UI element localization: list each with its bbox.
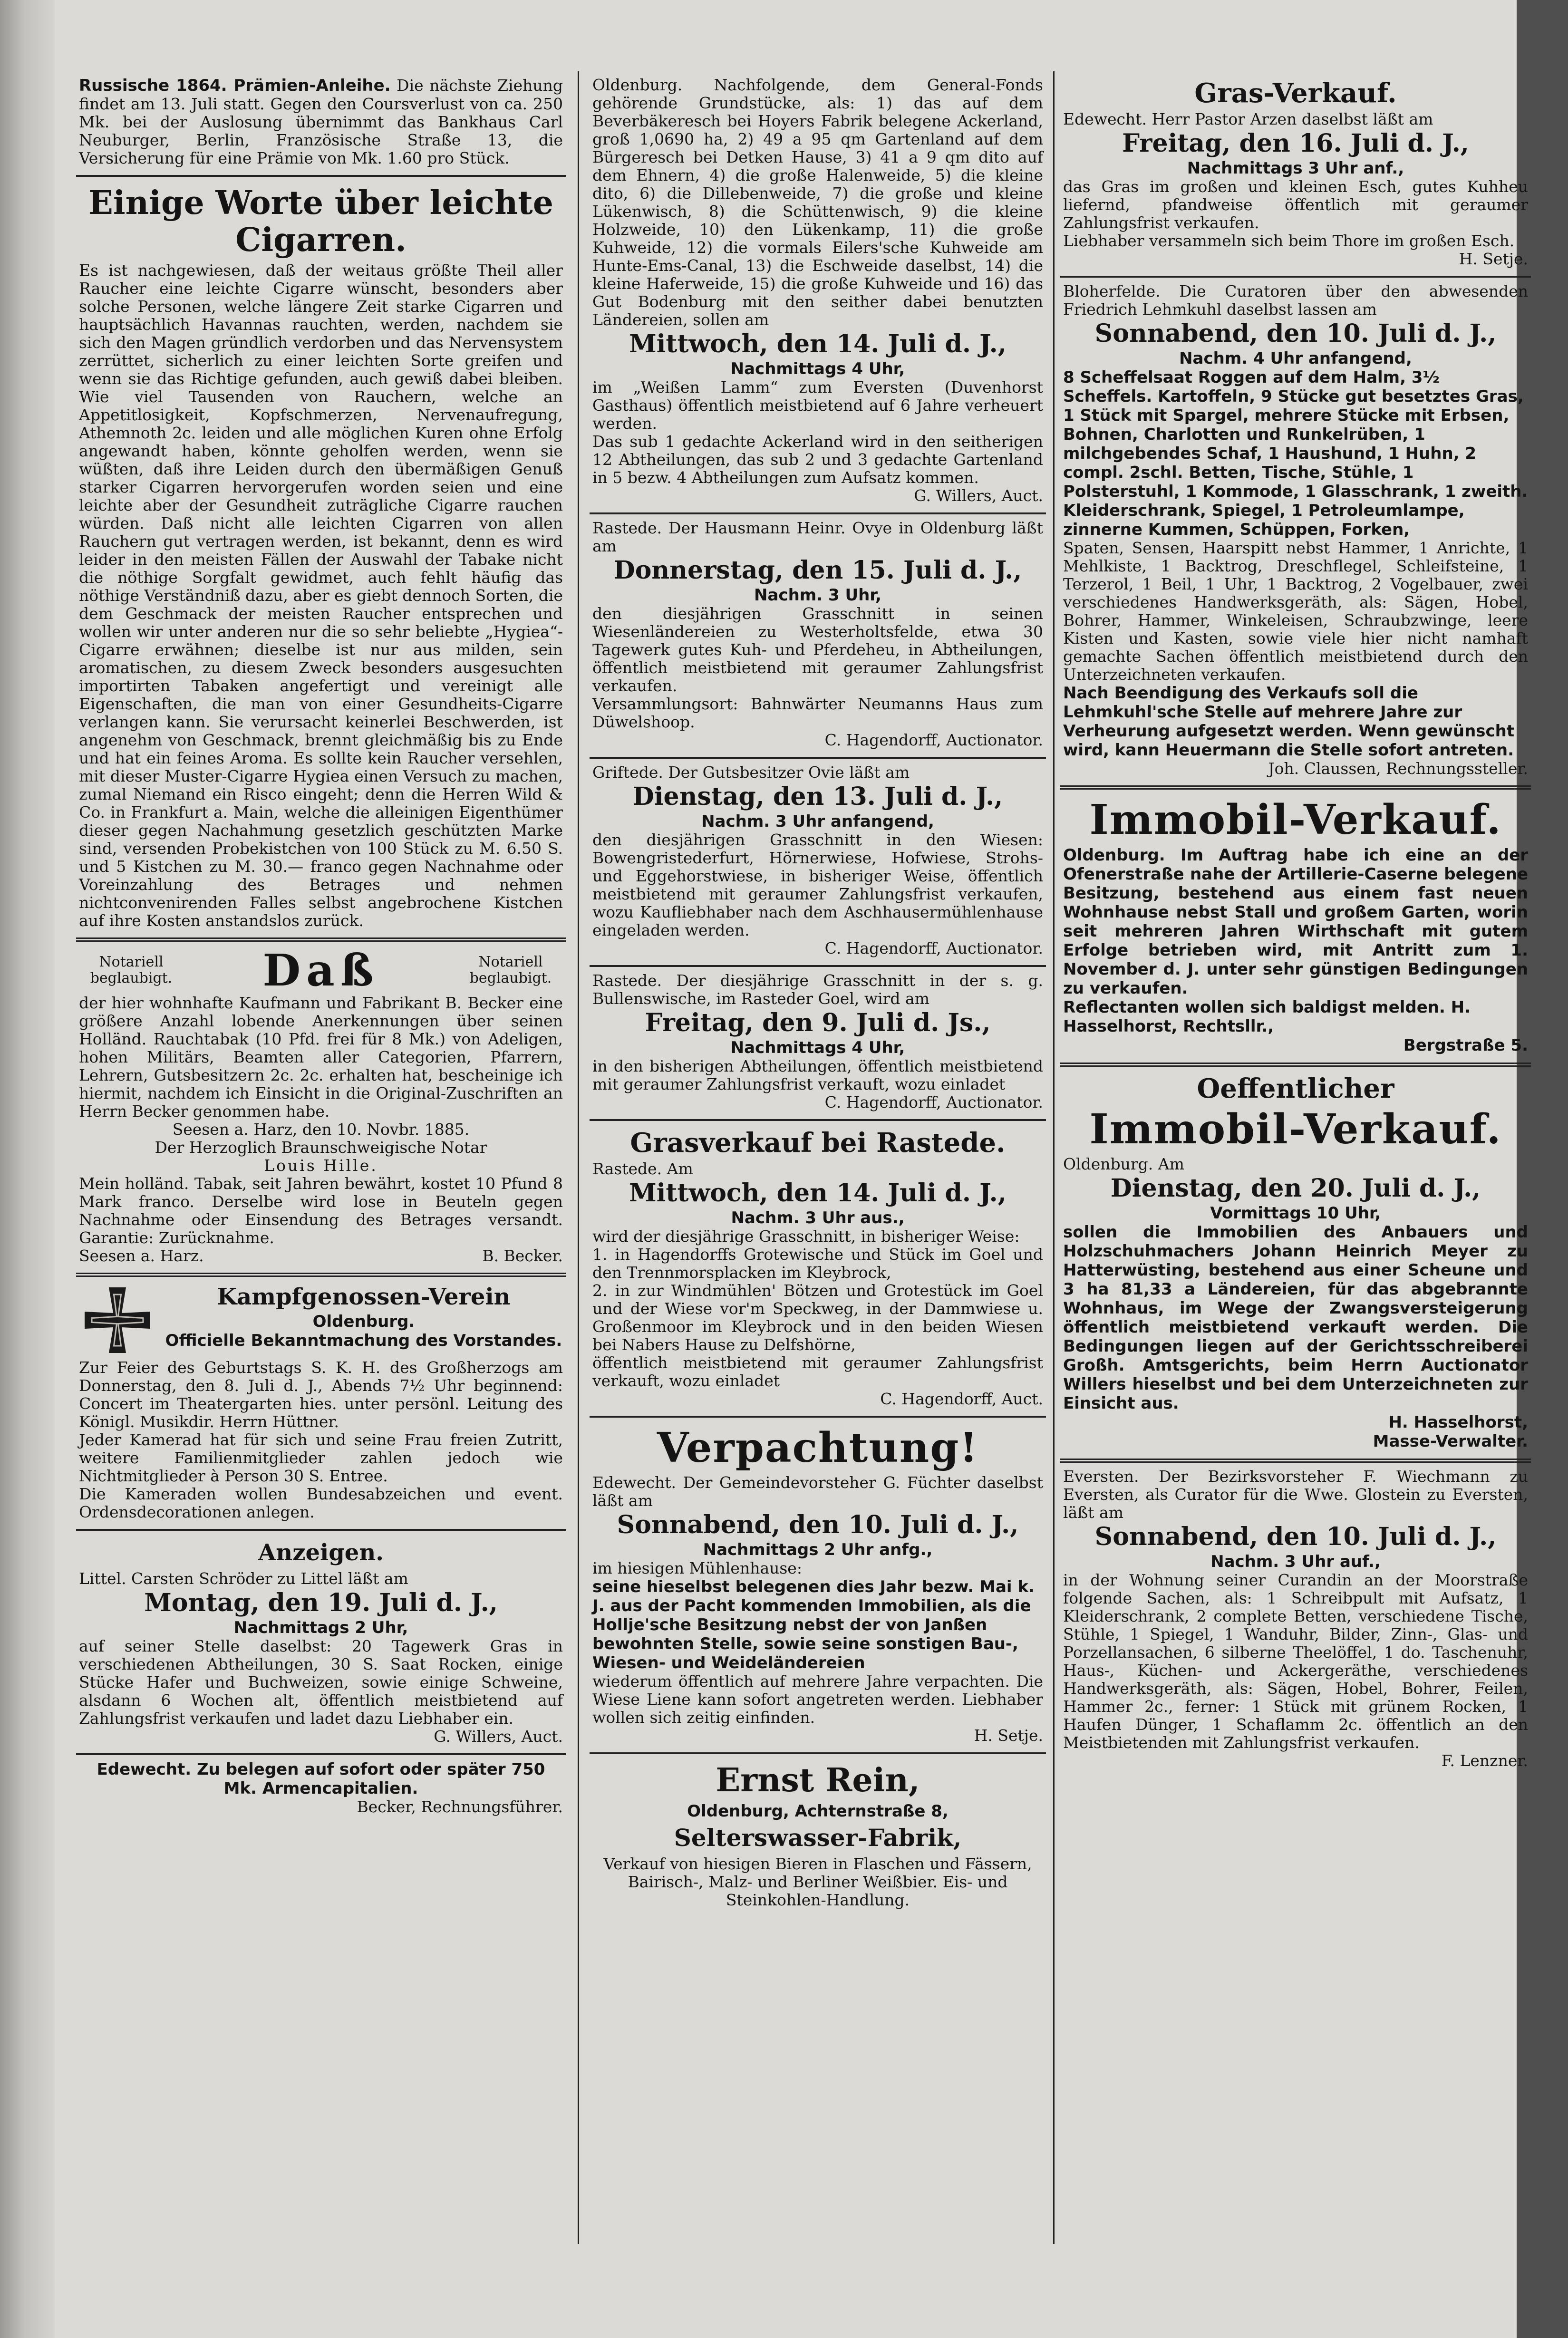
ad-time: Nachm. 3 Uhr anfangend, (701, 812, 934, 831)
ad-cigars (76, 177, 566, 942)
ad-time: Vormittags 10 Uhr, (1210, 1204, 1381, 1223)
ad-body: der hier wohnhafte Kaufmann und Fabrikant B. Becker eine größere Anzahl lobende Anerkennungen über seinen Holländ. Rauchtabak (10 Pfd. frei für 8 Mk.) von Adeligen, hohen Militärs, Beamten aller Categorien, Pfarrern, Lehrern, Gutsbesitzern 2c. 2c. erhalten hat, bescheinige ich hiermit, nachdem ich Einsicht in die Original-Zuschriften an Herrn Becker genommen habe. (79, 994, 563, 1121)
ad-eversten (1060, 1463, 1531, 1778)
ad-signature: B. Becker. (482, 1246, 563, 1265)
ad-signature: Joh. Claussen, Rechnungssteller. (1268, 759, 1528, 778)
ad-date: Freitag, den 16. Juli d. J., (1122, 129, 1469, 158)
ad-signature: F. Lenzner. (1441, 1751, 1528, 1770)
ad-time: Nachmittags 3 Uhr anf., (1187, 159, 1404, 178)
ad-intro: Edewecht. Der Gemeindevorsteher G. Füchter daselbst läßt am (592, 1473, 1043, 1510)
ad-veterans-association (76, 1277, 566, 1531)
ad-list-item: 1. in Hagendorffs Grotewische und Stück im Goel und den Trennmorsplacken im Kleybrock, (592, 1245, 1043, 1282)
ad-signature: C. Hagendorff, Auctionator. (824, 731, 1043, 749)
ad-signature: Becker, Rechnungsführer. (357, 1797, 563, 1816)
ad-body: Zur Feier des Geburtstags S. K. H. des Großherzogs am Donnerstag, den 8. Juli d. J., Abends 7½ Uhr beginnend: Concert im Theatergarten hies. unter persönl. Leitung des Königl. Musikdir. Herrn Hüttner. (79, 1358, 563, 1431)
ad-date: Mittwoch, den 14. Juli d. J., (629, 1179, 1007, 1208)
column-rule (578, 71, 579, 2244)
ad-list-item: 2. in zur Windmühlen' Bötzen und Grotestück im Goel und der Wiese vor'm Speckweg, in der Dammwiese u. Großenmoor im Kleybrock und in den beiden Wiesen bei Nabers Hause zu Delfshörne, (592, 1281, 1043, 1354)
ad-signature: C. Hagendorff, Auctionator. (824, 1093, 1043, 1111)
column-left (76, 71, 566, 2319)
ad-verpachtung (590, 1418, 1046, 1754)
ad-body: Spaten, Sensen, Haarspitt nebst Hammer, 1 Anrichte, 1 Mehlkiste, 1 Backtrog, Dreschflegel, Schleifsteine, 1 Terzerol, 1 Beil, 1 Uhr, 1 Backtrog, 2 Vogelbauer, zwei verschiedenes Handwerksgeräth, als: Sägen, Hobel, Bohrer, Hammer, Winkeleisen, Schraubzwinge, leere Kisten und Kasten, sowie viele hier nicht namhaft gemachte Sachen öffentlich meistbietend durch den Unterzeichneten verkaufen. (1063, 539, 1528, 684)
ad-signature: H. Hasselhorst, (1388, 1413, 1528, 1432)
ad-body: Oldenburg. Nachfolgende, dem General-Fonds gehörende Grundstücke, als: 1) das auf dem Beverbäkeresch bei Hoyers Fabrik belegene Ackerland, groß 1,0690 ha, 2) 49 a 95 qm Gartenland auf dem Bürgeresch bei Detken Hause, 3) 41 a 9 qm dito auf dem Ehnern, 4) die große Halenweide, 5) die kleine dito, 6) die Dillebenweide, 7) die große und kleine Lükenwisch, 8) die Schüttenwisch, 9) die kleine Holzweide, 10) den Lükenkamp, 11) die große Kuhweide, 12) die vormals Eilers'sche Kuhweide am Hunte-Ems-Canal, 13) die Eschweide daselbst, 14) die kleine Haferweide, 15) die große Kuhweide und 16) das Gut Bodenburg mit den seither dabei benutzten Ländereien, sollen am (592, 76, 1043, 329)
ad-date: Montag, den 19. Juli d. J., (144, 1588, 498, 1617)
ad-intro: Rastede. Der Hausmann Heinr. Ovye in Oldenburg läßt am (592, 519, 1043, 555)
ad-body: das Gras im großen und kleinen Esch, gutes Kuhheu liefernd, pfandweise öffentlich mit geraumer Zahlungsfrist verkaufen. (1063, 177, 1528, 232)
ad-time: Nachm. 3 Uhr aus., (731, 1208, 905, 1227)
ad-intro: Littel. Carsten Schröder zu Littel läßt am (79, 1569, 408, 1588)
ad-intro: Bloherfelde. Die Curatoren über den abwesenden Friedrich Lehmkuhl daselbst lassen am (1063, 282, 1528, 319)
ad-signature: H. Setje. (1459, 250, 1528, 268)
ad-gras-verkauf-edewecht (1060, 71, 1531, 278)
column-right (1060, 71, 1531, 2319)
ad-time: Nachmittags 2 Uhr anfg., (703, 1540, 933, 1559)
ad-signature: G. Willers, Auct. (914, 486, 1043, 505)
ad-time: Nachmittags 4 Uhr, (730, 359, 905, 378)
ad-date: Dienstag, den 20. Juli d. J., (1110, 1174, 1481, 1203)
ad-time: Nachmittags 4 Uhr, (730, 1038, 905, 1057)
ad-littel (76, 1531, 566, 1755)
ad-signature: H. Setje. (974, 1726, 1043, 1745)
ad-emphasis: Oldenburg. Im Auftrag habe ich eine an der Ofenerstraße nahe der Artillerie-Caserne belegene Besitzung, bestehend aus einem fast neuen Wohnhause nebst Stall und großem Garten, worin seit mehreren Jahren Wirthschaft mit gutem Erfolge betrieben wird, mit Antritt zum 1. November d. J. unter sehr günstigen Bedingungen zu verkaufen. (1063, 846, 1528, 998)
ad-body: Es ist nachgewiesen, daß der weitaus größte Theil aller Raucher eine leichte Cigarre wünscht, besonders aber solche Personen, welche längere Zeit starke Cigarren und hauptsächlich Havannas rauchten, werden, nachdem sie sich den Magen gründlich verdorben und das Nervensystem zerrüttet, sicherlich zu einer leichten Sorte greifen und wenn sie das Richtige gefunden, auch gewiß dabei bleiben. Wie viel Tausenden von Rauchern, welche an Appetitlosigkeit, Kopfschmerzen, Nervenaufregung, Athemnoth 2c. leiden und alle möglichen Kuren ohne Erfolg angewandt haben, könnte geholfen werden, wenn sie wüßten, daß ihre Leiden durch den übermäßigen Genuß starker Cigarren hervorgerufen worden seien und eine leichte aber der Gesundheit zuträgliche Cigarre rauchen würden. Daß nicht alle leichten Cigarren von allen Rauchern gut vertragen werden, ist bekannt, denn es wird leider in den meisten Fällen der Auswahl der Tabake nicht die nöthige Sorgfalt gewidmet, auch fehlt häufig das nöthige Verständniß dazu, aber es giebt dennoch Sorten, die dem Geschmack der meisten Raucher entsprechen und wollen wir unter anderen nur die so sehr beliebte „Hygiea“-Cigarre erwähnen; dieselbe ist nur aus milden, sein aromatischen, zu diesem Zweck besonders ausgesuchten importirten Tabaken angefertigt und vereinigt alle Eigenschaften, die man von einer Gesundheits-Cigarre verlangen kann. Sie verursacht keinerlei Beschwerden, ist angenehm von Geschmack, brennt gleichmäßig bis zu Ende und hat ein feines Aroma. Es sollte kein Raucher versehlen, mit dieser Muster-Cigarre Hygiea einen Versuch zu machen, zumal Niemand ein Risco eingeht; denn die Herren Wild & Co. in Frankfurt a. Main, welche die alleinigen Eigenthümer dieser gegen Nachahmung gesetzlich geschützten Marke sind, versenden Probekistchen von 100 Stück zu M. 6.50 S. und 5 Kistchen zu M. 30.— franco gegen Nachnahme oder Voreinzahlung des Betrages und nehmen nichtconvenirenden Falles selbst angebrochene Kistchen auf ihre Kosten anstandslos zurück. (79, 261, 563, 930)
ad-body: Jeder Kamerad hat für sich und seine Frau freien Zutritt, weitere Familienmitglieder zahlen jedoch wie Nichtmitglieder à Person 30 S. Entree. (79, 1430, 563, 1485)
ad-date: Freitag, den 9. Juli d. Js., (645, 1008, 991, 1037)
section-heading-ads: Anzeigen. (258, 1539, 384, 1566)
notary-title: Der Herzoglich Braunschweigische Notar (155, 1138, 487, 1157)
ad-ernst-rein (590, 1754, 1046, 1917)
ad-rastede-grass-2 (590, 967, 1046, 1121)
ad-city: Oldenburg. (312, 1312, 415, 1331)
ad-signature: C. Hagendorff, Auctionator. (824, 939, 1043, 957)
ad-body: Die nächste Ziehung findet am 13. Juli statt. Gegen den Coursverlust von ca. 250 Mk. bei der Auslosung übernimmt das Bankhaus Carl Neuburger, Berlin, Französische Straße 13, die Versicherung für eine Prämie von Mk. 1.60 pro Stück. (79, 76, 563, 167)
iron-cross-icon (82, 1285, 153, 1356)
ad-body: den diesjährigen Grasschnitt in seinen Wiesenländereien zu Westerholtsfelde, etwa 30 Tagewerk gutes Kuh- und Pferdeheu, in Abtheilungen, öffentlich meistbietend mit geraumer Zahlungsfrist verkaufen. (592, 604, 1043, 695)
ad-body: Das sub 1 gedachte Ackerland wird in den seitherigen 12 Abtheilungen, das sub 2 und 3 gedachte Gartenland in 5 bezw. 4 Abtheilungen zum Aufsatz kommen. (592, 432, 1043, 487)
ad-emphasis: Nach Beendigung des Verkaufs soll die Lehmkuhl'sche Stelle auf mehrere Jahre zur Verheurung aufgesetzt werden. Wenn gewünscht wird, kann Heuermann die Stelle sofort antreten. (1063, 684, 1515, 760)
page-binding-shadow (0, 0, 55, 2338)
notary-heading: Daß (262, 945, 379, 996)
ad-body: im hiesigen Mühlenhause: (592, 1559, 802, 1577)
ad-immobil-verkauf-1 (1060, 790, 1531, 1067)
ad-signature: G. Willers, Auct. (434, 1727, 563, 1746)
notary-header (79, 947, 563, 994)
ad-body: Mein holländ. Tabak, seit Jahren bewährt, kostet 10 Pfund 8 Mark franco. Derselbe wird lose in Beuteln gegen Nachnahme oder Einsendung des Betrages versandt. Garantie: Zurücknahme. (79, 1174, 563, 1247)
ad-intro: Oldenburg. Am (1063, 1155, 1184, 1173)
ad-place-date: Seesen a. Harz, den 10. Novbr. 1885. (172, 1120, 470, 1139)
ad-russian-loan (76, 71, 566, 177)
ad-body: den diesjährigen Grasschnitt in den Wiesen: Bowengristederfurt, Hörnerwiese, Hofwiese, Strohs- und Eggehorstwiese, in bisheriger Weise, öffentlich meistbietend mit geraumer Zahlungsfrist verkaufen, wozu Kaufliebhaber nach dem Aschhausermühlenhause eingeladen werden. (592, 831, 1043, 939)
ad-date: Mittwoch, den 14. Juli d. J., (629, 329, 1007, 358)
ad-title: Grasverkauf bei Rastede. (630, 1127, 1006, 1159)
ad-intro: Rastede. Der diesjährige Grasschnitt in der s. g. Bullenswische, im Rasteder Goel, wird am (592, 971, 1043, 1008)
ad-emphasis: 8 Scheffelsaat Roggen auf dem Halm, 3½ Scheffels. Kartoffeln, 9 Stücke gut besetztes Gras, 1 Stück mit Spargel, mehrere Stücke mit Erbsen, Bohnen, Charlotten und Runkelrüben, 1 milchgebendes Schaf, 1 Haushund, 1 Huhn, 2 compl. 2schl. Betten, Tische, Stühle, 1 Polsterstuhl, 1 Kommode, 1 Glasschrank, 1 zweith. Kleiderschrank, Spiegel, 1 Petroleumlampe, zinnerne Kummen, Schüppen, Forken, (1063, 368, 1528, 539)
ad-time: Nachm. 3 Uhr auf., (1210, 1552, 1381, 1571)
column-rule (1053, 71, 1055, 2244)
ad-edewecht-capital (76, 1755, 566, 1824)
ad-signature: C. Hagendorff, Auct. (880, 1390, 1043, 1408)
ad-grasverkauf-rastede (590, 1121, 1046, 1418)
ad-emphasis: Reflectanten wollen sich baldigst melden. H. Hasselhorst, Rechtsllr., (1063, 998, 1471, 1036)
ad-title: Russische 1864. Prämien-Anleihe. (79, 76, 391, 95)
ad-intro: Edewecht. Herr Pastor Arzen daselbst läßt am (1063, 110, 1433, 128)
ad-body: auf seiner Stelle daselbst: 20 Tagewerk Gras in verschiedenen Abtheilungen, 30 S. Saat Rocken, einige Stücke Hafer und Buchweizen, sowie einige Schweine, alsdann 6 Wochen alt, öffentlich meistbietend auf Zahlungsfrist verkaufen und ladet dazu Liebhaber ein. (79, 1637, 563, 1728)
ad-date: Sonnabend, den 10. Juli d. J., (1094, 319, 1497, 348)
ad-intro: Griftede. Der Gutsbesitzer Ovie läßt am (592, 763, 910, 782)
ad-place: Seesen a. Harz. (79, 1246, 204, 1265)
ad-emphasis: seine hieselbst belegenen dies Jahr bezw. Mai k. J. aus der Pacht kommenden Immobilien, als die Hollje'sche Besitzung nebst der von Janßen bewohnten Stelle, sowie seine sonstigen Bau-, Wiesen- und Weideländereien (592, 1577, 1035, 1672)
ad-body: öffentlich meistbietend mit geraumer Zahlungsfrist verkauft, wozu einladet (592, 1353, 1043, 1390)
ad-intro: Rastede. Am (592, 1159, 693, 1178)
ad-title: Verpachtung! (657, 1424, 979, 1472)
ad-intro: Eversten. Der Bezirksvorsteher F. Wiechmann zu Eversten, als Curator für die Wwe. Glostein zu Eversten, läßt am (1063, 1467, 1528, 1522)
ad-body: wird der diesjährige Grasschnitt, in bisheriger Weise: (592, 1227, 1020, 1246)
ad-rastede-grass-1 (590, 514, 1046, 759)
ad-date: Dienstag, den 13. Juli d. J., (632, 782, 1003, 811)
ad-title: Immobil-Verkauf. (1089, 1105, 1502, 1153)
ad-body: wiederum öffentlich auf mehrere Jahre verpachten. Die Wiese Liene kann sofort angetreten werden. Liebhaber wollen sich zeitig einfinden. (592, 1672, 1043, 1727)
ad-time: Nachmittags 2 Uhr, (233, 1618, 408, 1637)
ad-body: Die Kameraden wollen Bundesabzeichen und event. Ordensdecorationen anlegen. (79, 1485, 563, 1521)
ad-address: Oldenburg, Achternstraße 8, (687, 1802, 949, 1821)
ad-body: in der Wohnung seiner Curandin an der Moorstraße folgende Sachen, als: 1 Schreibpult mit Aufsatz, 1 Kleiderschrank, 2 complete Betten, verschiedene Tische, Stühle, 1 Spiegel, 1 Wanduhr, Bilder, Zinn-, Glas- und Porzellansachen, 6 silberne Theelöffel, 1 do. Taschenuhr, Haus-, Küchen- und Ackergeräthe, verschiedenes Handwerksgeräth, als: Sägen, Hobel, Bohrer, Feilen, Hammer 2c., ferner: 1 Stück mit grünem Rocken, 1 Haufen Dünger, 1 Schaflamm 2c. öffentlich an den Meistbietenden mit Zahlungsfrist verkaufen. (1063, 1571, 1528, 1752)
ad-body: Versammlungsort: Bahnwärter Neumanns Haus zum Düwelshoop. (592, 695, 1043, 731)
ad-griftede (590, 759, 1046, 967)
ad-title: Kampfgenossen-Verein (217, 1284, 511, 1310)
ad-body: Edewecht. Zu belegen auf sofort oder später 750 Mk. Armencapitalien. (97, 1760, 545, 1798)
ad-body: Liebhaber versammeln sich beim Thore im großen Esch. (1063, 232, 1515, 250)
ad-time: Nachm. 4 Uhr anfangend, (1179, 349, 1412, 368)
ad-address: Bergstraße 5. (1403, 1036, 1528, 1055)
column-middle (590, 71, 1046, 2319)
ad-subtitle: Officielle Bekanntmachung des Vorstandes. (165, 1331, 562, 1350)
ad-title: Gras-Verkauf. (1194, 77, 1397, 109)
ad-date: Sonnabend, den 10. Juli d. J., (617, 1510, 1019, 1539)
ad-signature-role: Masse-Verwalter. (1373, 1432, 1528, 1451)
ad-title: Einige Worte über leichte Cigarren. (88, 184, 553, 259)
ad-bloherfelde (1060, 278, 1531, 790)
ad-body: im „Weißen Lamm“ zum Eversten (Duvenhorst Gasthaus) öffentlich meistbietend auf 6 Jahre verheuert werden. (592, 378, 1043, 433)
ad-subtitle: Selterswasser-Fabrik, (674, 1824, 962, 1852)
notary-stamp-left: Notariell beglaubigt. (90, 954, 173, 986)
ad-tobacco-notary (76, 942, 566, 1277)
notary-name: Louis Hille. (264, 1156, 378, 1175)
ad-date: Sonnabend, den 10. Juli d. J., (1094, 1522, 1497, 1551)
ad-oldenburg-lands (590, 71, 1046, 514)
ad-body: Verkauf von hiesigen Bieren in Flaschen und Fässern, Bairisch-, Malz- und Berliner Weißbier. Eis- und Steinkohlen-Handlung. (603, 1855, 1032, 1909)
ad-title: Immobil-Verkauf. (1089, 796, 1502, 844)
ad-date: Donnerstag, den 15. Juli d. J., (613, 556, 1022, 585)
notary-stamp-right: Notariell beglaubigt. (469, 954, 552, 986)
ad-immobil-verkauf-2 (1060, 1067, 1531, 1463)
ad-title: Ernst Rein, (716, 1761, 920, 1799)
ad-time: Nachm. 3 Uhr, (754, 586, 881, 605)
ad-body: in den bisherigen Abtheilungen, öffentlich meistbietend mit geraumer Zahlungsfrist verkauft, wozu einladet (592, 1057, 1043, 1093)
ad-emphasis: sollen die Immobilien des Anbauers und Holzschuhmachers Johann Heinrich Meyer zu Hatterwüsting, bestehend aus einer Scheune und 3 ha 81,33 a Ländereien, für das abgebrannte Wohnhaus, im Wege der Zwangsversteigerung öffentlich meistbietend verkauft werden. Die Bedingungen liegen auf der Gerichtsschreiberei Großh. Amtsgerichts, beim Herrn Auctionator Willers hieselbst und bei dem Unterzeichneten zur Einsicht aus. (1063, 1223, 1528, 1413)
ad-pretitle: Oeffentlicher (1197, 1073, 1394, 1104)
ad-signature-line (79, 1247, 563, 1265)
